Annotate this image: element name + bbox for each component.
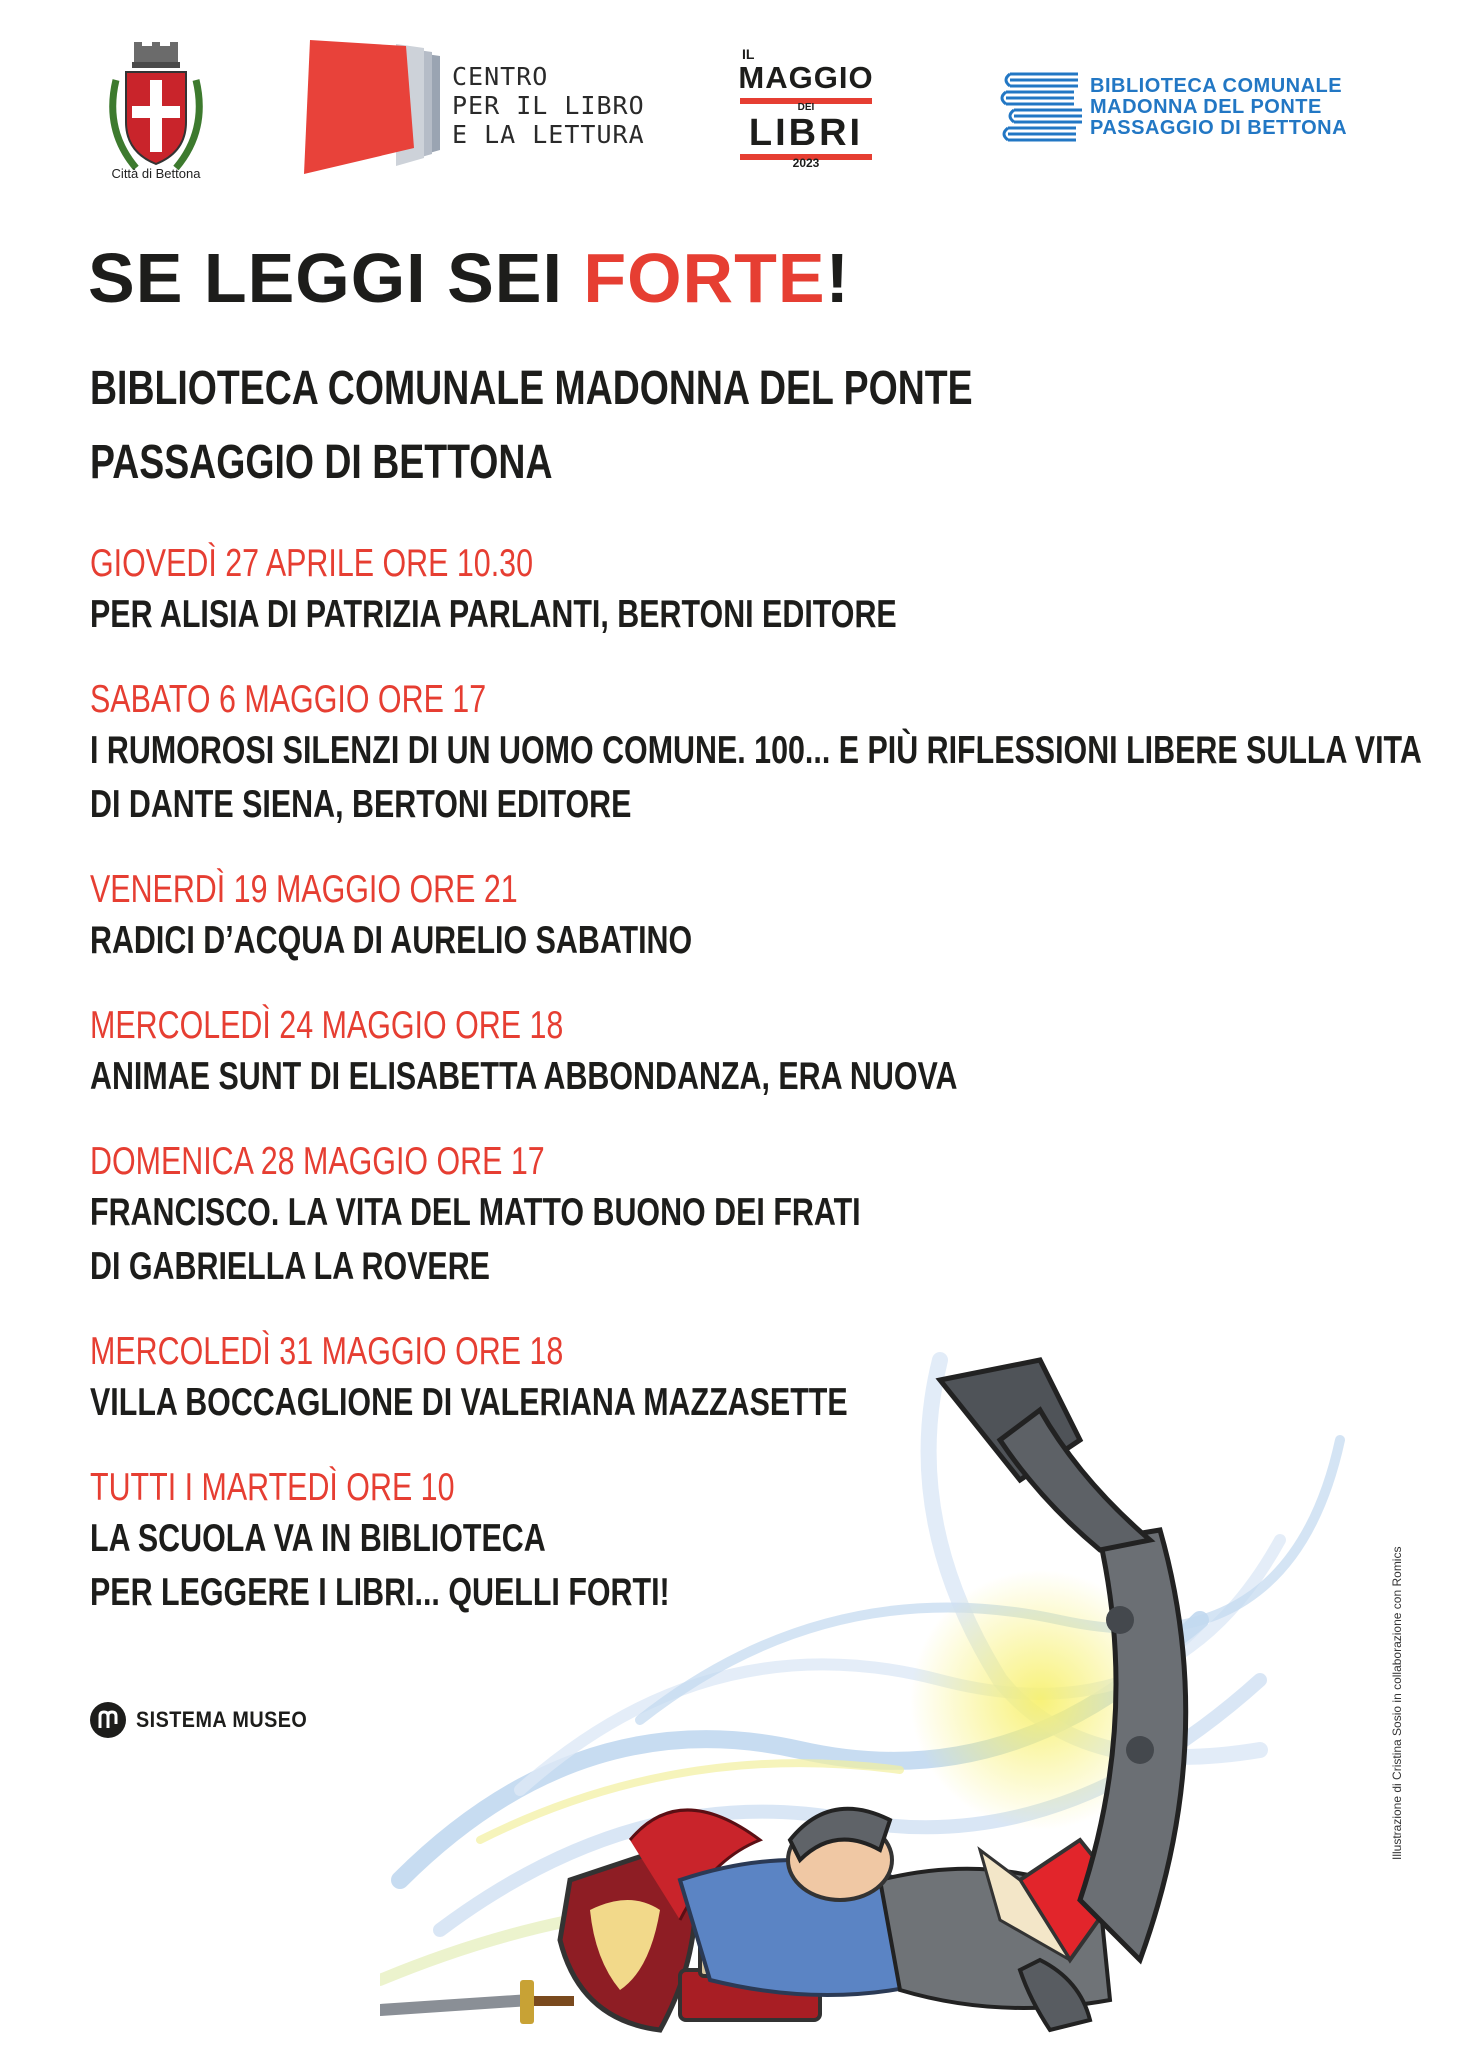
maggio-logo-year: 2023	[792, 156, 820, 170]
poster-subtitle	[90, 352, 973, 500]
library-logo-line-2: MADONNA DEL PONTE	[1090, 96, 1322, 118]
cepell-logo-text	[452, 62, 645, 149]
event-description: PER LEGGERE I LIBRI... QUELLI FORTI!	[90, 1571, 670, 1614]
event-description: VILLA BOCCAGLIONE DI VALERIANA MAZZASETTE	[90, 1381, 848, 1424]
subtitle-line-2: PASSAGGIO DI BETTONA	[90, 436, 553, 489]
illustration-credit: Illustrazione di Cristina Sosio in collaborazione con Romics	[1390, 1546, 1404, 1860]
event-item	[90, 1002, 1377, 1104]
title-accent: FORTE	[583, 239, 826, 317]
library-books-logo-icon	[1000, 70, 1084, 146]
event-description: FRANCISCO. LA VITA DEL MATTO BUONO DEI FRATI	[90, 1191, 861, 1234]
event-date: TUTTI I MARTEDÌ ORE 10	[90, 1466, 455, 1509]
title-main: SE LEGGI SEI	[88, 239, 584, 317]
event-item	[90, 866, 1377, 968]
sistema-museo-logo-icon	[90, 1702, 126, 1738]
event-date: MERCOLEDÌ 31 MAGGIO ORE 18	[90, 1330, 564, 1373]
event-description: I RUMOROSI SILENZI DI UN UOMO COMUNE. 100... E PIÙ RIFLESSIONI LIBERE SULLA VITA	[90, 729, 1422, 772]
event-description: RADICI D’ACQUA DI AURELIO SABATINO	[90, 919, 693, 962]
cepell-logo-icon	[300, 40, 450, 180]
maggio-logo-maggio: MAGGIO	[738, 60, 874, 95]
title-end: !	[825, 239, 850, 317]
event-item	[90, 540, 1377, 642]
event-description: PER ALISIA DI PATRIZIA PARLANTI, BERTONI EDITORE	[90, 593, 897, 636]
sistema-museo-logo	[90, 1702, 326, 1738]
poster-title	[88, 238, 850, 318]
bettona-coat-of-arms-icon	[96, 40, 216, 180]
library-logo-line-3: PASSAGGIO DI BETTONA	[1090, 117, 1348, 139]
municipality-caption: Città di Bettona	[111, 166, 201, 181]
event-item	[90, 676, 1422, 832]
event-date: DOMENICA 28 MAGGIO ORE 17	[90, 1140, 545, 1183]
maggio-logo-il: IL	[742, 46, 755, 62]
event-description: DI DANTE SIENA, BERTONI EDITORE	[90, 783, 632, 826]
subtitle-line-1: BIBLIOTECA COMUNALE MADONNA DEL PONTE	[90, 362, 973, 415]
event-description: DI GABRIELLA LA ROVERE	[90, 1245, 490, 1288]
maggio-logo-dei: DEI	[797, 102, 815, 113]
event-date: VENERDÌ 19 MAGGIO ORE 21	[90, 868, 518, 911]
maggio-logo-libri: LIBRI	[748, 112, 864, 154]
library-logo-text	[1090, 76, 1347, 139]
knight-reading-illustration	[380, 1320, 1390, 2048]
cepell-line-3: E LA LETTURA	[452, 120, 645, 149]
event-date: SABATO 6 MAGGIO ORE 17	[90, 678, 487, 721]
cepell-line-1: CENTRO	[452, 62, 549, 91]
event-date: MERCOLEDÌ 24 MAGGIO ORE 18	[90, 1004, 564, 1047]
event-item	[90, 1138, 1377, 1294]
library-logo-line-1: BIBLIOTECA COMUNALE	[1090, 75, 1343, 97]
maggio-dei-libri-logo	[736, 46, 876, 172]
event-date: GIOVEDÌ 27 APRILE ORE 10.30	[90, 542, 533, 585]
sistema-museo-label: SISTEMA MUSEO	[136, 1707, 308, 1732]
event-description: LA SCUOLA VA IN BIBLIOTECA	[90, 1517, 546, 1560]
event-description: ANIMAE SUNT DI ELISABETTA ABBONDANZA, ERA NUOVA	[90, 1055, 958, 1098]
cepell-line-2: PER IL LIBRO	[452, 91, 645, 120]
